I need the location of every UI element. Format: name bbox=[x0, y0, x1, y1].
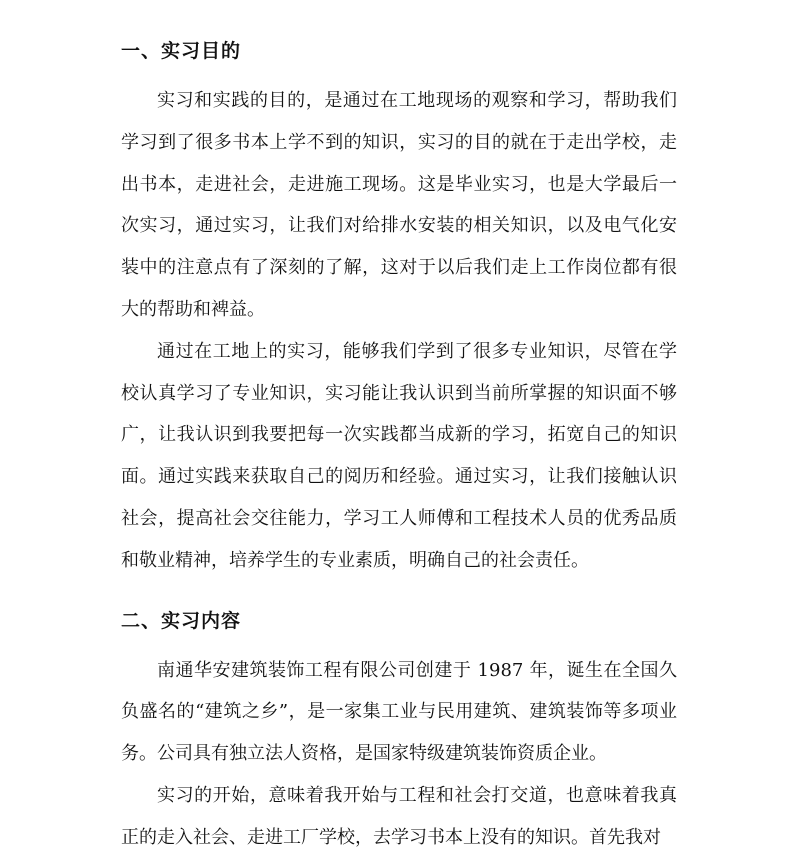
paragraph-purpose-2: 通过在工地上的实习，能够我们学到了很多专业知识，尽管在学校认真学习了专业知识，实习能让我认识到当前所掌握的知识面不够广，让我认识到我要把每一次实践都当成新的学习，拓宽自己的知识面。通过实践来获取自己的阅历和经验。通过实习，让我们接触认识社会，提高社会交往能力，学习工人师傅和工程技术人员的优秀品质和敬业精神，培养学生的专业素质，明确自己的社会责任。 bbox=[121, 340, 677, 571]
paragraph-purpose-1: 实习和实践的目的，是通过在工地现场的观察和学习，帮助我们学习到了很多书本上学不到的知识，实习的目的就在于走出学校，走出书本，走进社会，走进施工现场。这是毕业实习，也是大学最后一次实习，通过实习，让我们对给排水安装的相关知识，以及电气化安装中的注意点有了深刻的了解，这对于以后我们走上工作岗位都有很大的帮助和裨益。 bbox=[121, 90, 677, 320]
paragraph-content-2: 实习的开始，意味着我开始与工程和社会打交道，也意味着我真正的走入社会、走进工厂学校，去学习书本上没有的知识。首先我对 bbox=[121, 784, 677, 848]
paragraph-content-1: 南通华安建筑装饰工程有限公司创建于 1987 年，诞生在全国久负盛名的“建筑之乡”，是一家集工业与民用建筑、建筑装饰等多项业务。公司具有独立法人资格，是国家特级建筑装饰资质企业。 bbox=[121, 659, 677, 765]
section-heading-purpose: 一、实习目的 bbox=[121, 40, 242, 62]
document-page bbox=[121, 36, 677, 859]
section-heading-content: 二、实习内容 bbox=[121, 609, 242, 632]
